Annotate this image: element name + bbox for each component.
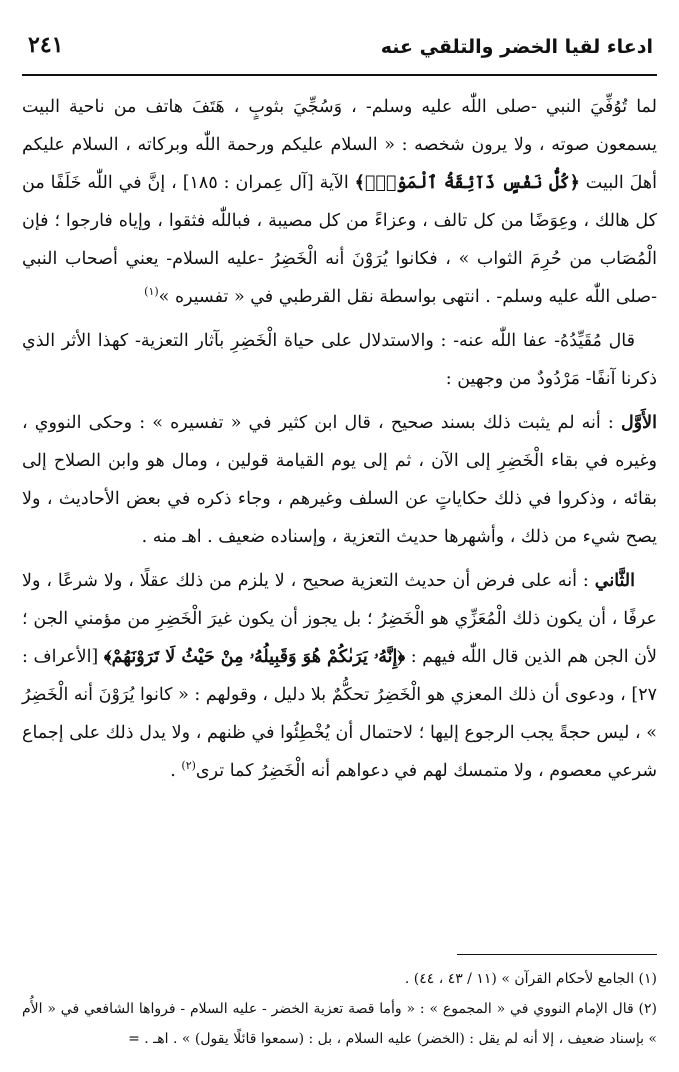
footnotes	[22, 964, 657, 1054]
footnote-ref-1: (١)	[144, 285, 159, 299]
quran-verse-2: ﴿إِنَّهُۥ يَرَىٰكُمْ هُوَ وَقَبِيلُهُۥ مِنْ حَيْثُ لَا تَرَوْنَهُمْ﴾	[103, 647, 406, 667]
paragraph-4-text: : أنه على فرض أن حديث التعزية صحيح ، لا يلزم من ذلك عقلًا ، ولا شرعًا ، ولا عرفًا ، أن يكون ذلك الْمُعَزِّي هو الْخَضِرُ ؛ بل يجوز أن يكون غيرَ الْخَضِرِ من مؤمني الجن ؛ لأن الجن هم الذين قال اللّٰه فيهم :	[22, 571, 657, 667]
point-second-label: الثَّاني	[594, 571, 635, 591]
paragraph-4-text-b: [الأعراف : ٢٧] ، ودعوى أن ذلك المعزي هو الْخَضِرُ تحكُّمٌ بلا دليل ، وقولهم : « كانوا يُرَوْنَ أنه الْخَضِرُ » ، ليس حجةً يجب الرجوع إليها ؛ لاحتمال أن يُخْطِئُوا في ظنهم ، ولا يدل ذلك على إجماع شرعي معصوم ، ولا متمسك لهم في دعواهم أنه الْخَضِرُ كما ترى	[22, 647, 657, 781]
paragraph-1-text: لما تُوُفِّيَ النبي -صلى اللّٰه عليه وسلم- ، وَسُجِّيَ بثوبٍ ، هَتَفَ هاتف من ناحية البيت يسمعون صوته ، ولا يرون شخصه : « السلام عليكم ورحمة اللّٰه وبركاته ، السلام عليكم أهلَ البيت	[22, 97, 657, 193]
paragraph-1	[22, 88, 657, 316]
main-text	[22, 88, 657, 790]
footnote-1: (١) الجامع لأحكام القرآن » (١١ / ٤٣ ، ٤٤) .	[404, 971, 657, 987]
running-header	[22, 28, 657, 76]
paragraph-4	[22, 562, 657, 790]
quran-verse-1: ﴿كُلُّ نَفْسٍ ذَآئِقَةُ ٱلْمَوْتِۗ﴾	[354, 173, 580, 193]
paragraph-2: قال مُقَيِّدُهُ- عفا اللّٰه عنه- : والاستدلال على حياة الْخَضِرِ بآثار التعزية- كهذا الأثر الذي ذكرنا آنفًا- مَرْدُودٌ من وجهين :	[22, 331, 657, 389]
paragraph-3	[22, 404, 657, 556]
paragraph-3-text: : أنه لم يثبت ذلك بسند صحيح ، قال ابن كثير في « تفسيره » : وحكى النووي ، وغيره في بقاء الْخَضِرِ إلى الآن ، ثم إلى يوم القيامة قولين ، ومال هو وابن الصلاح إلى بقائه ، وذكروا في ذلك حكاياتٍ عن السلف وغيرهم ، وجاء ذكره في بعض الأحاديث ، ولا يصح شيء من ذلك ، وأشهرها حديث التعزية ، وإسناده ضعيف . اهـ منه .	[22, 413, 657, 547]
running-title: ادعاء لقيا الخضر والتلقي عنه	[380, 36, 653, 58]
footnote-ref-2: (٢)	[181, 759, 196, 773]
footnote-divider	[457, 954, 657, 955]
paragraph-1-text-b: الآية [آل عِمران : ١٨٥] ، إنَّ في اللّٰه خَلَفًا من كل هالك ، وعِوَضًا من كل تالف ، وعزاءً من كل مصيبة ، فباللّٰه فثقوا ، وإياه فارجوا ؛ فإن الْمُصَاب من حُرِمَ الثواب » ، فكانوا يُرَوْنَ أنه الْخَضِرُ -عليه السلام- يعني أصحاب النبي -صلى اللّٰه عليه وسلم- . انتهى بواسطة نقل القرطبي في « تفسيره »	[22, 173, 657, 307]
paragraph-4-end: .	[170, 761, 176, 781]
footnote-2: (٢) قال الإمام النووي في « المجموع » : « وأما قصة تعزية الخضر - عليه السلام - فرواها الشافعي في « الأُم » بإسناد ضعيف ، إلا أنه لم يقل : (الخضر) عليه السلام ، بل : (سمعوا قائلًا يقول) » . اهـ . =	[22, 1001, 657, 1047]
page-number: ٢٤١	[28, 32, 64, 58]
point-first-label: الأَوَّل	[620, 413, 657, 433]
